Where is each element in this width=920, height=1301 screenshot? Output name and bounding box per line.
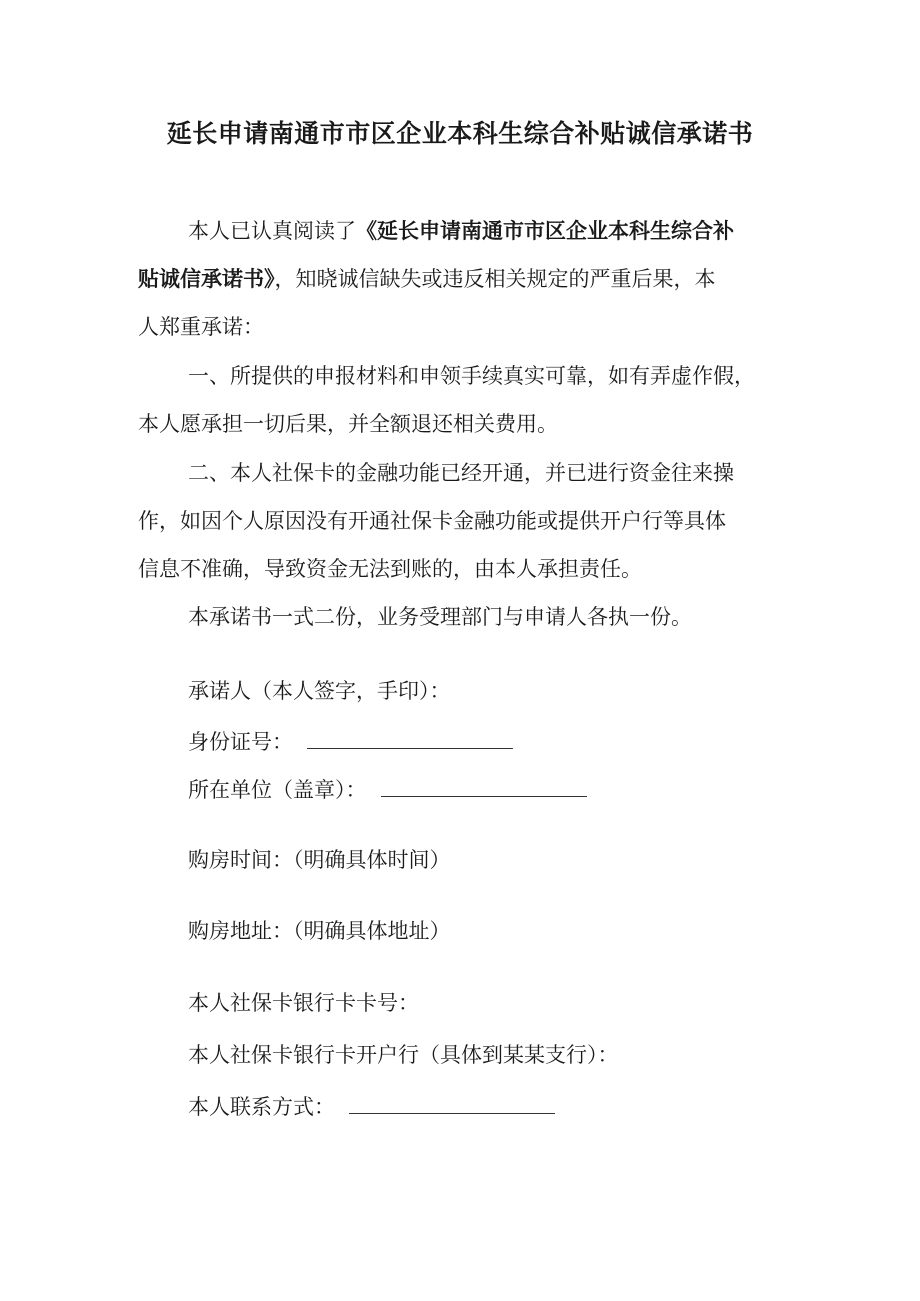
intro-rest: ，知晓诚信缺失或违反相关规定的严重后果，本 (274, 267, 716, 291)
contact-label: 本人联系方式： (188, 1095, 335, 1119)
bank-card-field: 本人社保卡银行卡卡号： (188, 991, 419, 1015)
intro-doc-name-part2: 贴诚信承诺书》 (138, 267, 275, 291)
employer-label: 所在单位（盖章）： (188, 778, 367, 802)
bank-branch-field: 本人社保卡银行卡开户行（具体到某某支行）： (188, 1043, 619, 1067)
contact-blank[interactable] (349, 1091, 555, 1114)
purchase-address-field: 购房地址：（明确具体地址） (188, 919, 451, 943)
clause-2-line-2: 作，如因个人原因没有开通社保卡金融功能或提供开户行等具体 (138, 509, 726, 533)
intro-line-1 (188, 216, 734, 246)
intro-doc-name-part1: 《延长申请南通市市区企业本科生综合补 (356, 219, 734, 243)
document-title: 延长申请南通市市区企业本科生综合补贴诚信承诺书 (166, 119, 754, 148)
id-number-label: 身份证号： (188, 730, 293, 754)
copies-note: 本承诺书一式二份，业务受理部门与申请人各执一份。 (188, 605, 692, 629)
intro-line-3: 人郑重承诺： (138, 315, 264, 339)
id-number-field (188, 726, 513, 757)
purchase-time-field: 购房时间：（明确具体时间） (188, 848, 451, 872)
employer-blank[interactable] (381, 774, 587, 797)
id-number-blank[interactable] (307, 726, 513, 749)
intro-line-2 (138, 264, 716, 294)
clause-1-line-2: 本人愿承担一切后果，并全额退还相关费用。 (138, 412, 558, 436)
signer-field: 承诺人（本人签字，手印）： (188, 679, 451, 703)
clause-2-line-1: 二、本人社保卡的金融功能已经开通，并已进行资金往来操 (188, 461, 734, 485)
contact-field (188, 1091, 555, 1122)
intro-prefix: 本人已认真阅读了 (188, 219, 356, 243)
clause-1-line-1: 一、所提供的申报材料和申领手续真实可靠，如有弄虚作假， (188, 364, 755, 388)
employer-field (188, 774, 587, 805)
clause-2-line-3: 信息不准确，导致资金无法到账的，由本人承担责任。 (138, 557, 642, 581)
